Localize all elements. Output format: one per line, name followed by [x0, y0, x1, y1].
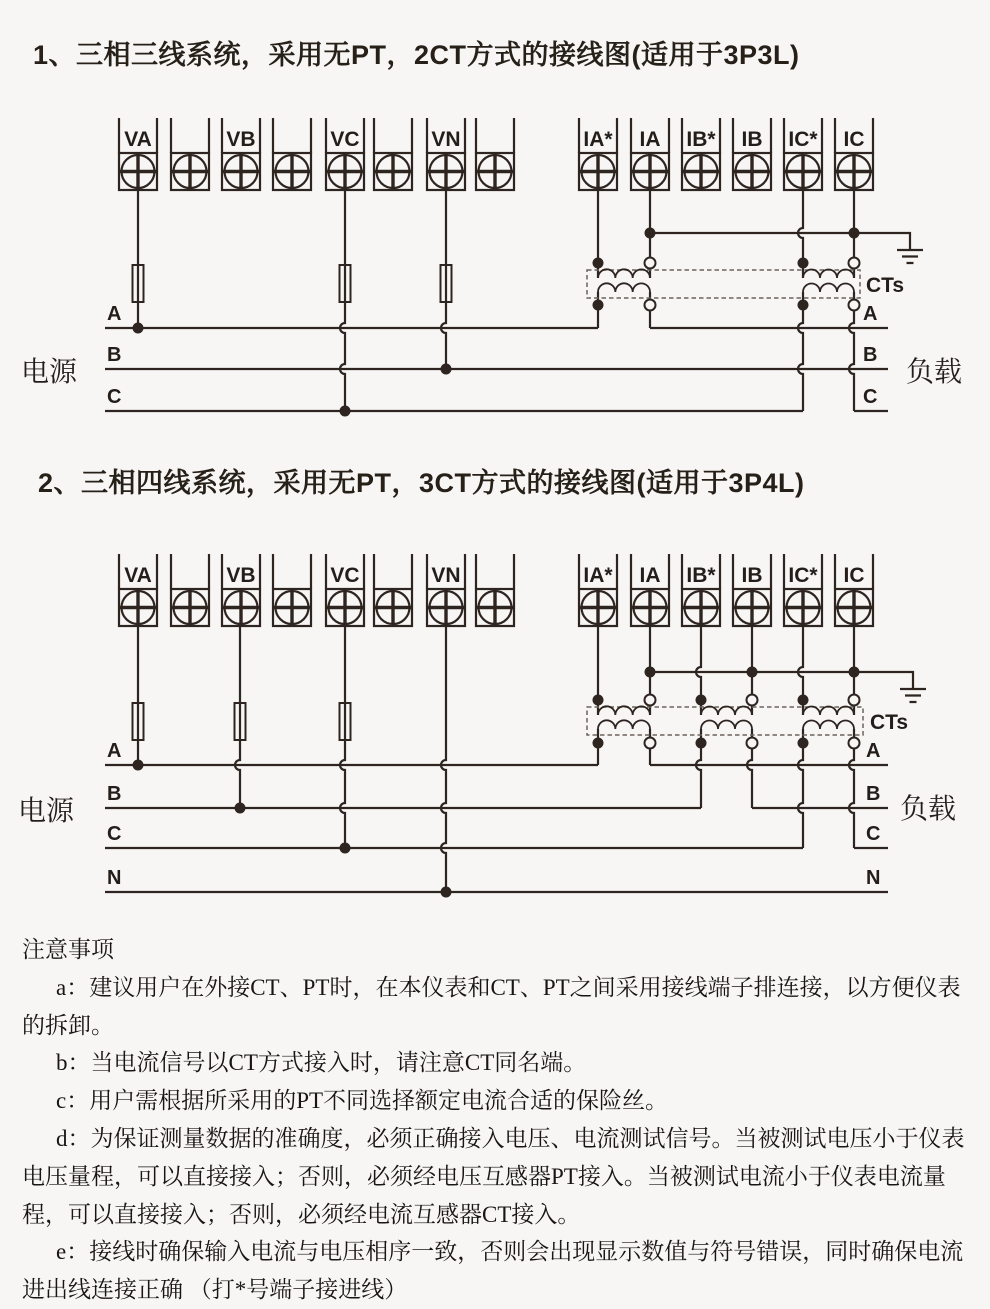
bus-label-b-left: B: [107, 344, 122, 366]
terminal-label-vn: VN: [431, 564, 461, 587]
polarity-open-dots: [645, 695, 860, 749]
vb-wire: [235, 626, 240, 808]
bus-lines: [105, 328, 888, 411]
bus-lines: [105, 765, 888, 892]
terminal-label-ia-star: IA*: [583, 564, 613, 587]
terminal-blank: [476, 554, 514, 626]
ground-symbol: [897, 250, 923, 263]
terminal-label-ic-star: IC*: [788, 564, 818, 587]
ct-c-primary-coil: [803, 721, 854, 730]
bus-label-a-right: A: [863, 303, 878, 325]
ct-c-primary-coil: [803, 284, 854, 293]
load-label: 负载: [906, 357, 963, 388]
terminal-label-vb: VB: [226, 564, 256, 587]
ct-b-secondary-coil: [701, 707, 752, 716]
ct-group: [587, 706, 908, 735]
terminal-label-ib: IB: [741, 564, 763, 587]
terminal-blank: [171, 554, 209, 626]
cts-label: CTs: [870, 711, 909, 734]
bus-label-b-right: B: [866, 783, 881, 805]
bus-label-a-left: A: [107, 303, 122, 325]
note-item-d: d：为保证测量数据的准确度，必须正确接入电压、电流测试信号。当被测试电压小于仪表电压量程，可以直接接入；否则，必须经电压互感器PT接入。当被测试电流小于仪表电流量程，可以直接接入；否则，必须经电流互感器CT接入。: [22, 1125, 965, 1227]
terminal-blank: [374, 554, 412, 626]
cts-label: CTs: [866, 274, 905, 297]
current-terminal-strip: [579, 554, 873, 626]
wiring-diagram-3p3l: [0, 85, 990, 450]
bus-label-n-left: N: [107, 867, 122, 889]
wiring-diagram-3p4l: [0, 525, 990, 920]
section2-title: 2、三相四线系统，采用无PT，3CT方式的接线图(适用于3P4L): [38, 468, 805, 498]
terminal-label-ib-star: IB*: [686, 128, 716, 151]
bus-label-n-right: N: [866, 867, 881, 889]
bus-label-a-right: A: [866, 740, 881, 762]
terminal-blank: [476, 118, 514, 190]
source-label: 电源: [21, 357, 78, 388]
terminal-label-ia-star: IA*: [583, 128, 613, 151]
secondary-ground-bus: [650, 233, 910, 249]
bus-label-c-left: C: [107, 823, 122, 845]
vc-wire: [340, 626, 345, 848]
ct-a-primary-coil: [598, 720, 650, 729]
terminal-blank: [171, 118, 209, 190]
terminal-label-ib-star: IB*: [686, 564, 716, 587]
voltage-terminal-strip: [119, 554, 514, 626]
terminal-label-ic-star: IC*: [788, 128, 818, 151]
terminal-label-vc: VC: [330, 564, 360, 587]
bus-label-a-left: A: [107, 740, 122, 762]
terminal-blank: [374, 118, 412, 190]
bus-labels: [107, 303, 877, 408]
ct-c-secondary-coil: [803, 270, 854, 279]
note-item-a: a：建议用户在外接CT、PT时，在本仪表和CT、PT之间采用接线端子排连接，以方便仪表的拆卸。: [22, 974, 961, 1038]
current-wires: [598, 626, 913, 848]
notes-heading: 注意事项: [22, 937, 114, 962]
load-label: 负载: [900, 794, 957, 825]
ct-b-primary-coil: [701, 721, 752, 730]
bus-label-c-left: C: [107, 386, 122, 408]
voltage-wires: [133, 626, 447, 892]
terminal-label-vn: VN: [431, 128, 461, 151]
note-item-e: e：接线时确保输入电流与电压相序一致，否则会出现显示数值与符号错误，同时确保电流进出线连接正确 （打*号端子接进线）: [22, 1239, 964, 1303]
terminal-label-vb: VB: [226, 128, 256, 151]
junction-dots: [133, 228, 860, 417]
terminal-label-vc: VC: [330, 128, 360, 151]
notes-section: [22, 931, 972, 1309]
note-item-c: c：用户需根据所采用的PT不同选择额定电流合适的保险丝。: [56, 1088, 669, 1114]
terminal-label-va: VA: [124, 128, 152, 151]
ct-group: [587, 269, 904, 298]
note-item-b: b：当电流信号以CT方式接入时，请注意CT同名端。: [56, 1050, 587, 1076]
current-terminal-strip: [579, 118, 873, 190]
terminal-blank: [273, 118, 311, 190]
terminal-label-va: VA: [124, 564, 152, 587]
bus-labels: [107, 740, 880, 889]
bus-label-b-right: B: [863, 344, 878, 366]
vn-wire: [441, 626, 446, 892]
terminal-label-ic: IC: [843, 128, 865, 151]
secondary-ground-bus: [650, 672, 913, 688]
vn-wire: [441, 190, 446, 369]
current-wires: [598, 190, 910, 411]
source-label: 电源: [18, 796, 75, 827]
ground-symbol: [900, 689, 926, 702]
voltage-terminal-strip: [119, 118, 514, 190]
terminal-label-ia: IA: [639, 128, 661, 151]
terminal-label-ic: IC: [843, 564, 865, 587]
voltage-wires: [133, 190, 452, 411]
terminal-label-ib: IB: [741, 128, 763, 151]
vc-wire: [340, 190, 345, 411]
section1-title: 1、三相三线系统，采用无PT，2CT方式的接线图(适用于3P3L): [33, 40, 800, 70]
bus-label-b-left: B: [107, 783, 122, 805]
bus-label-c-right: C: [863, 386, 878, 408]
ct-c-secondary-coil: [803, 707, 854, 716]
bus-label-c-right: C: [866, 823, 881, 845]
ct-a-primary-coil: [598, 283, 650, 292]
terminal-blank: [273, 554, 311, 626]
terminal-label-ia: IA: [639, 564, 661, 587]
